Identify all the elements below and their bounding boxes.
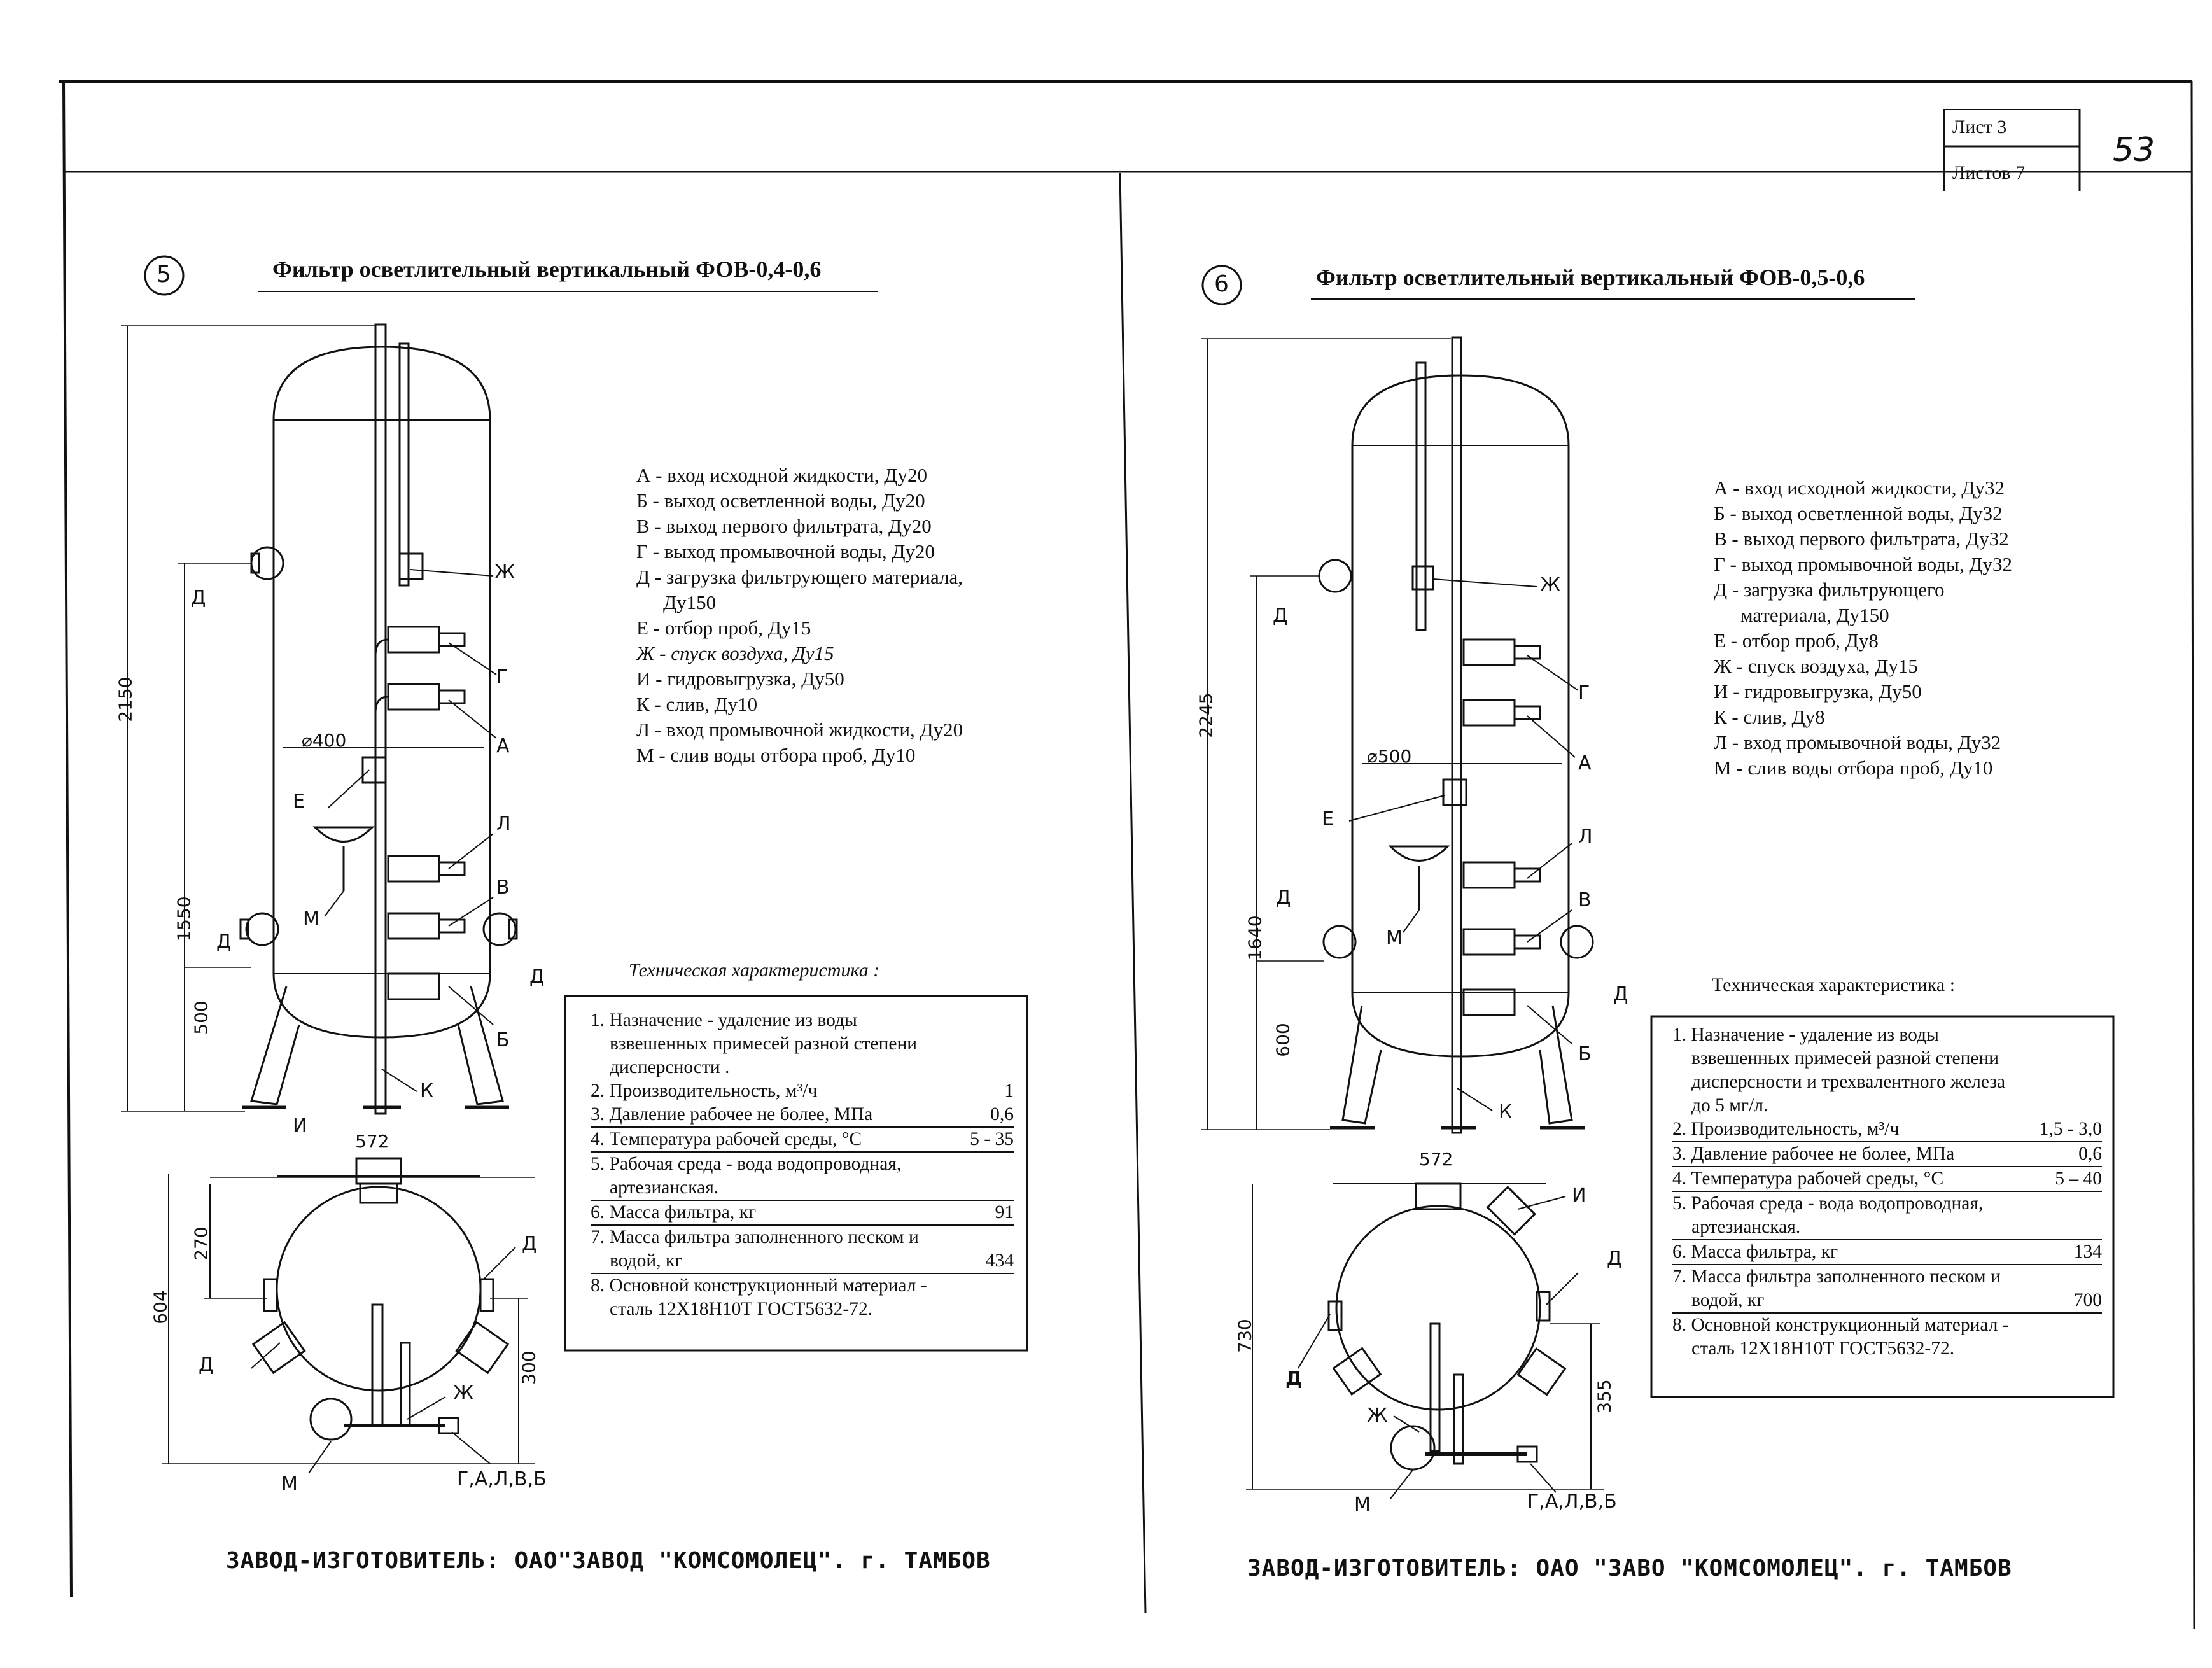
- label-g: Г: [1578, 682, 1590, 704]
- legend-item: Д - загрузка фильтрующего: [1714, 578, 1945, 601]
- spec-text: 7. Масса фильтра заполненного песком и: [1672, 1266, 2001, 1287]
- label-plan-d2: Д: [199, 1354, 214, 1376]
- legend-item: Б - выход осветленной воды, Ду32: [1714, 502, 2003, 524]
- manufacturer: ЗАВОД-ИЗГОТОВИТЕЛЬ: ОАО "ЗАВО "КОМСОМОЛЕЦ". г. ТАМБОВ: [1247, 1555, 2012, 1581]
- spec-row: [1672, 1023, 2102, 1047]
- spec-row: [1672, 1265, 2102, 1289]
- label-zh: Ж: [1540, 574, 1561, 596]
- label-a: А: [1578, 752, 1592, 774]
- spec-row: [591, 1032, 1014, 1056]
- spec-row: [1672, 1192, 2102, 1216]
- legend-item: материала, Ду150: [1740, 604, 1889, 626]
- legend-item: К - слив, Ду8: [1714, 706, 1825, 728]
- spec-row: [1672, 1337, 2102, 1361]
- sheet-number: Лист 3: [1952, 116, 2007, 137]
- legend-item: В - выход первого фильтрата, Ду20: [636, 515, 932, 537]
- spec-text: до 5 мг/л.: [1691, 1095, 1768, 1116]
- legend-item: Л - вход промывочной жидкости, Ду20: [636, 718, 963, 741]
- spec-row: [1672, 1289, 2102, 1314]
- label-plan-zh: Ж: [1367, 1405, 1388, 1427]
- spec-value: 91: [995, 1202, 1014, 1223]
- label-plan-d1: Д: [522, 1233, 537, 1255]
- legend-item: Б - выход осветленной воды, Ду20: [636, 489, 925, 512]
- label-l: Л: [496, 813, 511, 835]
- dim-height-total: 2245: [1195, 692, 1217, 738]
- label-d2: Д: [216, 930, 232, 953]
- label-b: Б: [1578, 1043, 1592, 1065]
- spec-row: [1672, 1314, 2102, 1337]
- spec-value: 5 - 35: [970, 1129, 1014, 1149]
- label-plan-group: Г,А,Л,В,Б: [1527, 1490, 1617, 1513]
- spec-row: [591, 1298, 1014, 1321]
- page-number: 53: [2113, 131, 2155, 169]
- legend-item: К - слив, Ду10: [636, 693, 758, 715]
- legend-item: А - вход исходной жидкости, Ду20: [636, 464, 927, 486]
- tech-title: Техническая характеристика :: [1712, 974, 1956, 995]
- left-nozzles: [363, 554, 465, 999]
- spec-text: 1. Назначение - удаление из воды: [1672, 1025, 1939, 1045]
- legend-item: Е - отбор проб, Ду15: [636, 617, 811, 639]
- spec-row: [591, 1128, 1014, 1153]
- tech-title: Техническая характеристика :: [629, 960, 880, 981]
- spec-row: [591, 1009, 1014, 1032]
- label-plan-m: М: [281, 1473, 298, 1496]
- label-b: Б: [496, 1029, 510, 1051]
- spec-text: 8. Основной конструкционный материал -: [591, 1275, 927, 1296]
- label-plan-zh: Ж: [453, 1382, 474, 1405]
- spec-row: [591, 1226, 1014, 1249]
- legend-item: В - выход первого фильтрата, Ду32: [1714, 528, 2009, 550]
- spec-row: [1672, 1142, 2102, 1167]
- dim-height-total: 2150: [115, 676, 136, 722]
- spec-text: водой, кг: [1691, 1290, 1765, 1310]
- spec-text: 3. Давление рабочее не более, МПа: [1672, 1144, 1955, 1164]
- legend-item: М - слив воды отбора проб, Ду10: [636, 744, 916, 766]
- spec-row: [591, 1079, 1014, 1103]
- spec-text: дисперсности и трехвалентного железа: [1691, 1072, 2006, 1092]
- legend-item: Г - выход промывочной воды, Ду20: [636, 540, 935, 563]
- spec-value: 134: [2073, 1242, 2102, 1262]
- spec-text: дисперсности .: [610, 1057, 730, 1077]
- right-vessel-plan: [1246, 1184, 1604, 1499]
- dim-height-mid: 1640: [1244, 915, 1266, 961]
- spec-row: [591, 1103, 1014, 1128]
- label-d1: Д: [191, 587, 206, 609]
- legend-item: Ж - спуск воздуха, Ду15: [636, 642, 834, 664]
- spec-text: артезианская.: [610, 1177, 719, 1198]
- spec-text: сталь 12Х18Н10Т ГОСТ5632-72.: [610, 1299, 873, 1319]
- spec-text: артезианская.: [1691, 1217, 1801, 1237]
- dim-diameter: ⌀500: [1367, 746, 1412, 767]
- label-i: И: [1572, 1184, 1586, 1207]
- spec-value: 0,6: [2078, 1144, 2102, 1164]
- dim-plan-a: 270: [190, 1226, 212, 1261]
- spec-row: [1672, 1167, 2102, 1192]
- legend: [636, 463, 963, 768]
- label-m: М: [303, 908, 319, 930]
- spec-text: 2. Производительность, м³/ч: [1672, 1119, 1900, 1139]
- drawing-title: Фильтр осветлительный вертикальный ФОВ-0,4-0,6: [272, 256, 822, 282]
- legend-item: И - гидровыгрузка, Ду50: [636, 668, 844, 690]
- label-e: Е: [1322, 808, 1334, 830]
- label-d2: Д: [1276, 887, 1291, 909]
- spec-row: [1672, 1094, 2102, 1118]
- legend-item: А - вход исходной жидкости, Ду32: [1714, 477, 2005, 499]
- spec-row: [1672, 1216, 2102, 1240]
- dim-width: 572: [355, 1131, 389, 1152]
- spec-text: 1. Назначение - удаление из воды: [591, 1010, 857, 1030]
- spec-text: 4. Температура рабочей среды, °С: [591, 1129, 862, 1149]
- label-d3: Д: [529, 965, 545, 988]
- label-k: К: [420, 1080, 434, 1102]
- dim-height-low: 500: [190, 1000, 212, 1035]
- label-g: Г: [496, 666, 508, 689]
- item-number: 6: [1214, 271, 1229, 297]
- label-plan-d1: Д: [1607, 1247, 1622, 1270]
- manufacturer: ЗАВОД-ИЗГОТОВИТЕЛЬ: ОАО"ЗАВОД "КОМСОМОЛЕЦ". г. ТАМБОВ: [226, 1548, 991, 1574]
- left-vessel-plan: [162, 1158, 535, 1473]
- spec-text: 7. Масса фильтра заполненного песком и: [591, 1227, 919, 1247]
- left-vessel-elevation: [121, 325, 517, 1114]
- spec-text: 3. Давление рабочее не более, МПа: [591, 1104, 873, 1125]
- spec-text: 2. Производительность, м³/ч: [591, 1081, 818, 1101]
- item-number: 5: [157, 262, 171, 288]
- legend-item: Ду150: [663, 591, 717, 613]
- legend-item: Д - загрузка фильтрующего материала,: [636, 566, 963, 588]
- label-a: А: [496, 735, 510, 757]
- spec-text: 5. Рабочая среда - вода водопроводная,: [591, 1154, 902, 1174]
- spec-row: [591, 1153, 1014, 1176]
- dim-height-low: 600: [1272, 1023, 1294, 1057]
- spec-value: 700: [2073, 1290, 2102, 1310]
- spec-text: водой, кг: [610, 1251, 683, 1271]
- spec-row: [591, 1201, 1014, 1226]
- label-v: В: [1578, 889, 1592, 911]
- spec-text: 4. Температура рабочей среды, °С: [1672, 1168, 1944, 1189]
- right-nozzles: [1413, 566, 1540, 1015]
- label-m: М: [1386, 927, 1403, 950]
- spec-row: [591, 1176, 1014, 1201]
- dim-plan-b: 300: [518, 1350, 540, 1385]
- legend-item: Л - вход промывочной воды, Ду32: [1714, 731, 2001, 753]
- spec-table: [1672, 1023, 2102, 1361]
- dim-plan-height: 730: [1234, 1319, 1256, 1353]
- dim-height-mid: 1550: [173, 896, 195, 942]
- label-plan-group: Г,А,Л,В,Б: [457, 1468, 547, 1490]
- legend-item: И - гидровыгрузка, Ду50: [1714, 680, 1922, 703]
- spec-text: 8. Основной конструкционный материал -: [1672, 1315, 2009, 1335]
- spec-row: [1672, 1118, 2102, 1142]
- spec-table: [591, 1009, 1014, 1321]
- spec-text: 6. Масса фильтра, кг: [591, 1202, 757, 1223]
- spec-row: [1672, 1240, 2102, 1265]
- spec-row: [1672, 1070, 2102, 1094]
- spec-value: 5 – 40: [2055, 1168, 2102, 1189]
- spec-value: 1: [1004, 1081, 1014, 1101]
- label-plan-m: М: [1354, 1494, 1371, 1516]
- label-e: Е: [293, 790, 305, 813]
- right-vessel-elevation: [1201, 337, 1593, 1133]
- label-d1: Д: [1273, 605, 1288, 627]
- spec-text: 5. Рабочая среда - вода водопроводная,: [1672, 1193, 1984, 1214]
- label-plan-d2: Д: [1285, 1368, 1303, 1390]
- dim-plan-b: 355: [1593, 1379, 1615, 1413]
- spec-value: 434: [985, 1251, 1014, 1271]
- sheets-total: Листов 7: [1952, 162, 2026, 183]
- spec-text: взвешенных примесей разной степени: [1691, 1048, 1999, 1069]
- label-d3: Д: [1613, 983, 1628, 1006]
- legend-item: М - слив воды отбора проб, Ду10: [1714, 757, 1993, 779]
- spec-row: [591, 1249, 1014, 1274]
- spec-value: 1,5 - 3,0: [2039, 1119, 2102, 1139]
- dim-plan-height: 604: [150, 1290, 171, 1324]
- label-zh: Ж: [494, 561, 515, 584]
- spec-row: [591, 1056, 1014, 1079]
- legend: [1714, 475, 2012, 781]
- dim-width: 572: [1419, 1149, 1453, 1170]
- legend-item: Е - отбор проб, Ду8: [1714, 629, 1879, 652]
- label-k: К: [1499, 1101, 1513, 1123]
- legend-item: Ж - спуск воздуха, Ду15: [1714, 655, 1918, 677]
- spec-text: сталь 12Х18Н10Т ГОСТ5632-72.: [1691, 1338, 1955, 1359]
- spec-row: [591, 1274, 1014, 1298]
- drawing-title: Фильтр осветлительный вертикальный ФОВ-0,5-0,6: [1316, 265, 1865, 290]
- spec-text: взвешенных примесей разной степени: [610, 1034, 918, 1054]
- spec-value: 0,6: [990, 1104, 1014, 1125]
- dim-diameter: ⌀400: [302, 730, 347, 751]
- legend-item: Г - выход промывочной воды, Ду32: [1714, 553, 2013, 575]
- label-v: В: [496, 876, 510, 899]
- spec-text: 6. Масса фильтра, кг: [1672, 1242, 1838, 1262]
- spec-row: [1672, 1047, 2102, 1070]
- label-l: Л: [1578, 825, 1593, 848]
- label-i: И: [293, 1115, 307, 1137]
